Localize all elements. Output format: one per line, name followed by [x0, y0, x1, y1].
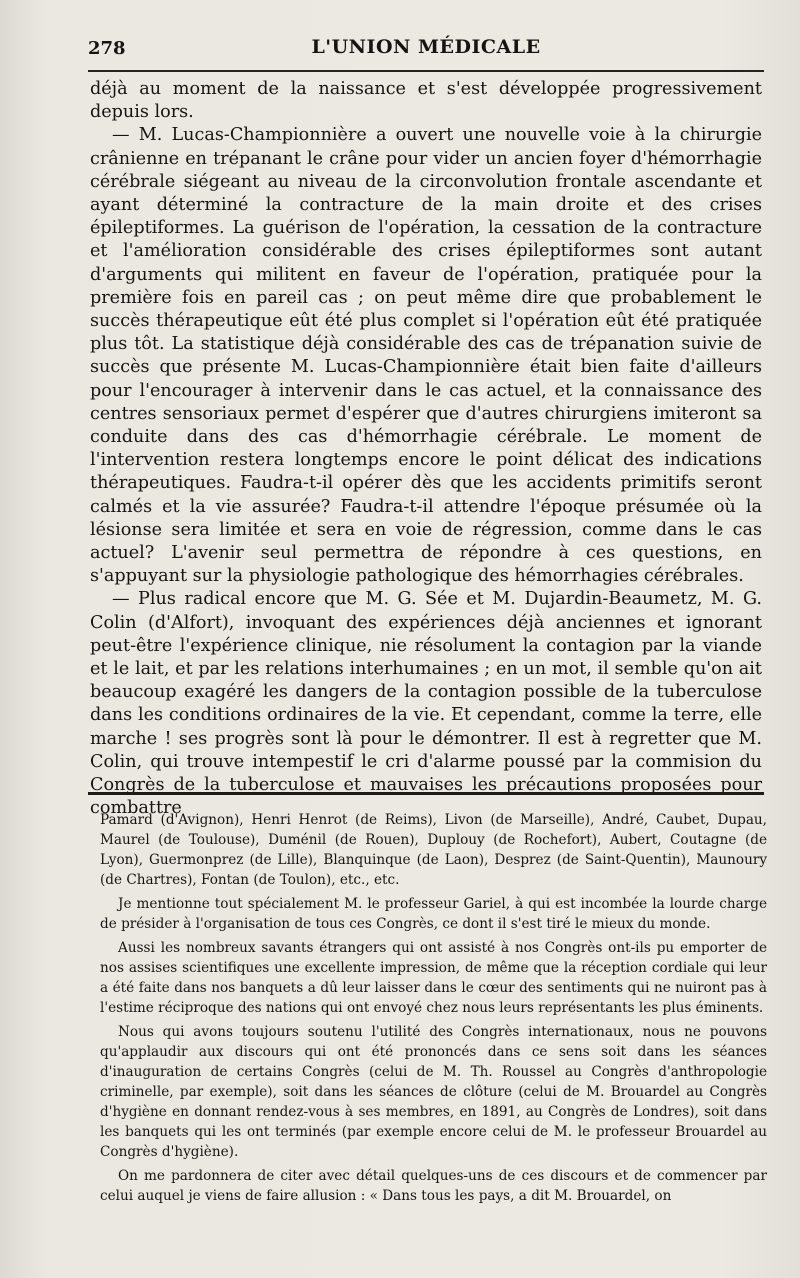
paragraph-colin: — Plus radical encore que M. G. Sée et M. Dujardin-Beaumetz, M. G. Colin (d'Alfort), invoquant des expériences déjà anciennes et ignorant peut-être l'expérience clinique, nie résolument la contagion par la viande et le lait, et par les relations interhumaines ; en un mot, il semble qu'on ait beaucoup exagéré les dangers de la contagion possible de la tuberculose dans les conditions ordinaires de la vie. Et cependant, comme la terre, elle marche ! ses progrès sont là pour le démontrer. Il est à regretter que M. Colin, qui trouve intempestif le cri d'alarme poussé par la commision du Congrès de la tuberculose et mauvaises les précautions proposées pour combattre	[90, 589, 762, 819]
page-number: 278	[88, 38, 126, 59]
footnote-paragraph: On me pardonnera de citer avec détail quelques-uns de ces discours et de commencer par celui auquel je viens de faire allusion : « Dans tous les pays, a dit M. Brouardel, on	[100, 1168, 767, 1204]
footnote-paragraph: Je mentionne tout spécialement M. le professeur Gariel, à qui est incombée la lourde charge de présider à l'organisation de tous ces Congrès, ce dont il s'est tiré le mieux du monde.	[100, 896, 767, 932]
main-text	[90, 78, 762, 821]
footnote-paragraph: Pamard (d'Avignon), Henri Henrot (de Reims), Livon (de Marseille), André, Caubet, Dupau, Maurel (de Toulouse), Duménil (de Rouen), Duplouy (de Rochefort), Aubert, Coutagne (de Lyon), Guermonprez (de Lille), Blanquinque (de Laon), Desprez (de Saint-Quentin), Maunoury (de Chartres), Fontan (de Toulon), etc., etc.	[100, 812, 767, 888]
footnotes	[100, 810, 767, 1210]
footnote-paragraph: Nous qui avons toujours soutenu l'utilité des Congrès internationaux, nous ne pouvons qu'applaudir aux discours qui ont été prononcés dans ce sens soit dans les séances d'inauguration de certains Congrès (celui de M. Th. Roussel au Congrès d'anthropologie criminelle, par exemple), soit dans les séances de clôture (celui de M. Brouardel au Congrès d'hygiène en donnant rendez-vous à ses membres, en 1891, au Congrès de Londres), soit dans les banquets qui les ont terminés (par exemple encore celui de M. le professeur Brouardel au Congrès d'hygiène).	[100, 1024, 767, 1160]
paragraph-lucas-championniere: — M. Lucas-Championnière a ouvert une nouvelle voie à la chirurgie crânienne en trépanant le crâne pour vider un ancien foyer d'hémorrhagie cérébrale siégeant au niveau de la circonvolution frontale ascendante et ayant déterminé la contracture de la main droite et des crises épileptiformes. La guérison de l'opération, la cessation de la contracture et l'amélioration considérable des crises épileptiformes sont autant d'arguments qui militent en faveur de l'opération, pratiquée pour la première fois en pareil cas ; on peut même dire que probablement le succès thérapeutique eût été plus complet si l'opération eût été pratiquée plus tôt. La statistique déjà considérable des cas de trépanation suivie de succès que présente M. Lucas-Championnière était bien faite d'ailleurs pour l'encourager à intervenir dans le cas actuel, et la connaissance des centres sensoriaux permet d'espérer que d'autres chirurgiens imiteront sa conduite dans des cas d'hémorrhagie cérébrale. Le moment de l'intervention restera longtemps encore le point délicat des indications thérapeutiques. Faudra-t-il opérer dès que les accidents primitifs seront calmés et la vie assurée? Faudra-t-il attendre l'époque présumée où la lésionse sera limitée et sera en voie de régression, comme dans le cas actuel? L'avenir seul permettra de répondre à ces questions, en s'appuyant sur la physiologie pathologique des hémorrhagies cérébrales.	[90, 125, 762, 587]
footnote-paragraph: Aussi les nombreux savants étrangers qui ont assisté à nos Congrès ont-ils pu emporter de nos assises scientifiques une excellente impression, de même que la réception cordiale qui leur a été faite dans nos banquets a dû leur laisser dans le cœur des sentiments qui ne nuiront pas à l'estime réciproque des nations qui ont envoyé chez nous leurs représentants les plus éminents.	[100, 940, 767, 1016]
paragraph-continuation: déjà au moment de la naissance et s'est développée progressivement depuis lors.	[90, 79, 762, 123]
footnote-rule	[88, 792, 764, 795]
header-rule	[88, 70, 764, 72]
page-header	[88, 36, 764, 62]
running-title: L'UNION MÉDICALE	[311, 36, 541, 58]
